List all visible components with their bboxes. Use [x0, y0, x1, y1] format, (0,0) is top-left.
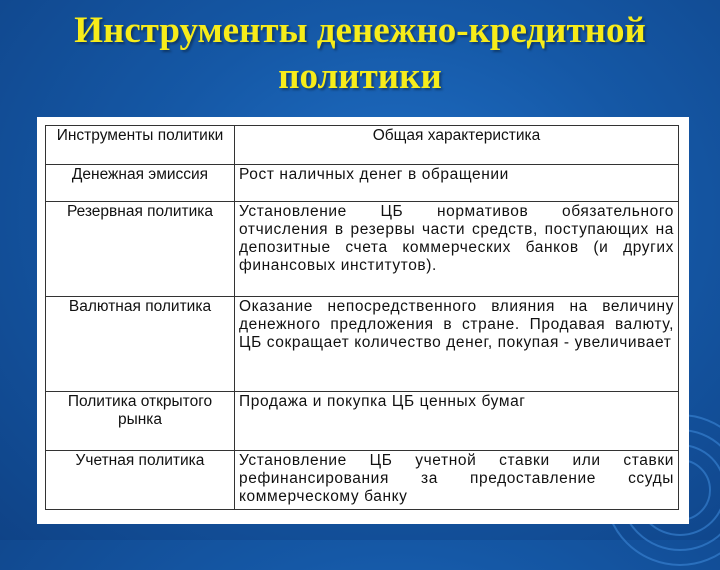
description-cell: Рост наличных денег в обращении	[235, 165, 679, 202]
table-row	[46, 202, 679, 297]
table-sheet	[37, 117, 689, 524]
instrument-cell: Учетная политика	[46, 451, 235, 510]
slide-title-line-2: политики	[278, 56, 442, 97]
table-row	[46, 451, 679, 510]
instrument-cell: Валютная политика	[46, 297, 235, 392]
description-cell: Установление ЦБ учетной ставки или ставки рефинансирования за предоставление ссуды коммерческому банку	[235, 451, 679, 510]
table-row	[46, 392, 679, 451]
description-cell: Продажа и покупка ЦБ ценных бумаг	[235, 392, 679, 451]
instruments-table	[45, 125, 679, 510]
table-header-row	[46, 126, 679, 165]
instrument-cell: Политика открытого рынка	[46, 392, 235, 451]
instrument-cell: Денежная эмиссия	[46, 165, 235, 202]
description-cell: Оказание непосредственного влияния на величину денежного предложения в стране. Продавая валюту, ЦБ сокращает количество денег, покупая - увеличивает	[235, 297, 679, 392]
table-row	[46, 165, 679, 202]
table-row	[46, 297, 679, 392]
description-cell: Установление ЦБ нормативов обязательного отчисления в резервы части средств, поступающих на депозитные счета коммерческих банков (и других финансовых институтов).	[235, 202, 679, 297]
slide-title	[0, 8, 720, 100]
instrument-cell: Резервная политика	[46, 202, 235, 297]
slide-title-line-1: Инструменты денежно-кредитной	[74, 10, 646, 51]
header-instruments: Инструменты политики	[46, 126, 235, 165]
header-characteristic: Общая характеристика	[235, 126, 679, 165]
